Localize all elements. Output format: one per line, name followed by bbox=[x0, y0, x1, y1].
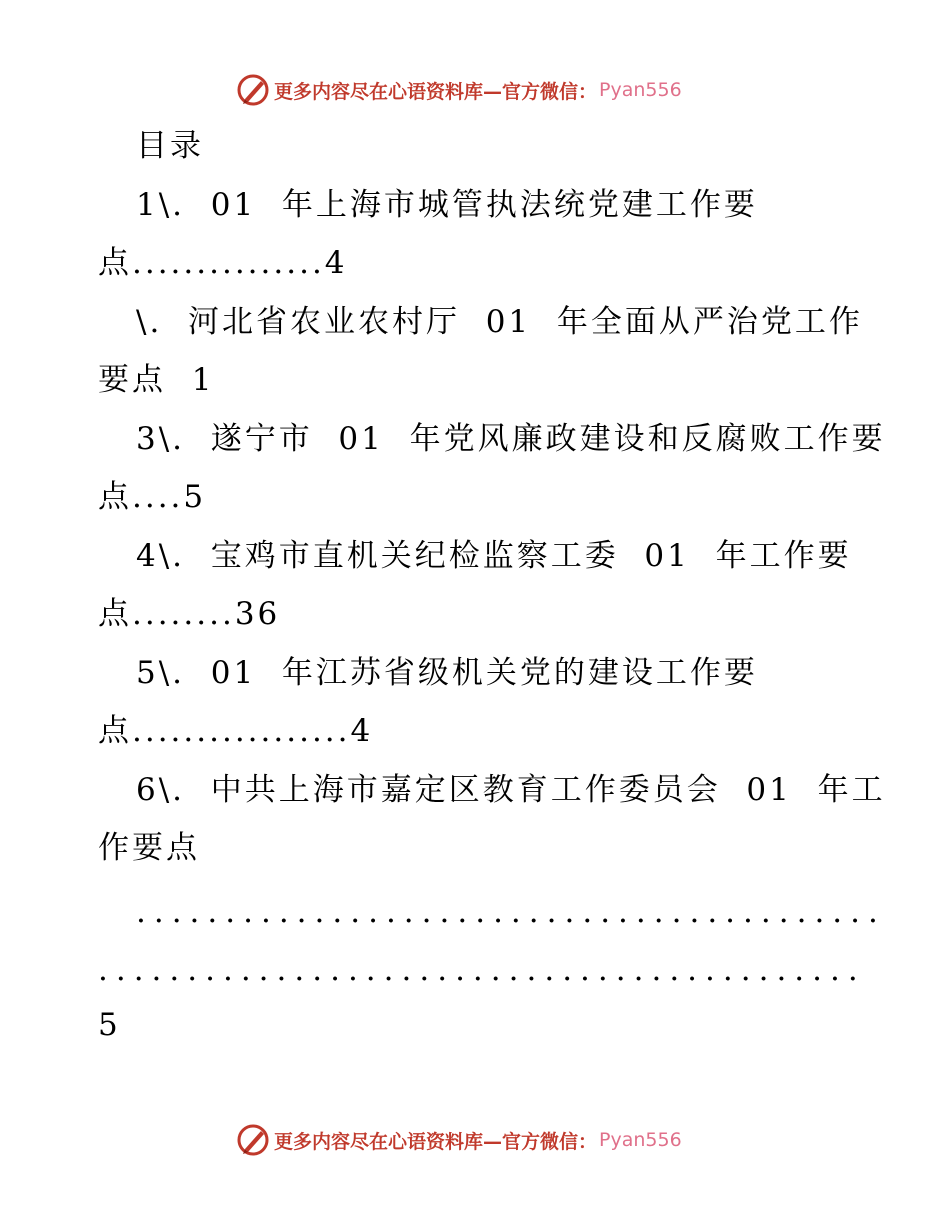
toc-entry-1-line-2[interactable]: 点...............4 bbox=[98, 245, 348, 281]
toc-heading: 目录 bbox=[136, 128, 204, 164]
toc-entry-4-line-1[interactable]: 4\. 宝鸡市直机关纪检监察工委 01 年工作要 bbox=[136, 538, 852, 574]
toc-entry-6-line-1[interactable]: 6\. 中共上海市嘉定区教育工作委员会 01 年工 bbox=[136, 772, 886, 808]
toc-entry-6-dots-2: ........................................... bbox=[98, 952, 866, 988]
toc-entry-6-dots-1: .......................................... bbox=[136, 894, 886, 930]
toc-entry-4-line-2[interactable]: 点........36 bbox=[98, 596, 281, 632]
toc-entry-3-line-1[interactable]: 3\. 遂宁市 01 年党风廉政建设和反腐败工作要 bbox=[136, 421, 886, 457]
watermark-id: Pyan556 bbox=[599, 1129, 682, 1151]
pen-logo-icon bbox=[236, 1123, 270, 1157]
toc-entry-2-line-2[interactable]: 要点 1 bbox=[98, 362, 215, 398]
watermark-banner-bottom bbox=[236, 1122, 716, 1158]
watermark-id: Pyan556 bbox=[599, 79, 682, 101]
toc-entry-3-line-2[interactable]: 点....5 bbox=[98, 479, 207, 515]
watermark-text: 更多内容尽在心语资料库—官方微信： bbox=[274, 80, 598, 103]
watermark-text: 更多内容尽在心语资料库—官方微信： bbox=[274, 1130, 598, 1153]
toc-entry-1-line-1[interactable]: 1\. 01 年上海市城管执法统党建工作要 bbox=[136, 187, 758, 223]
toc-entry-5-line-2[interactable]: 点.................4 bbox=[98, 713, 374, 749]
toc-entry-5-line-1[interactable]: 5\. 01 年江苏省级机关党的建设工作要 bbox=[136, 655, 758, 691]
toc-entry-2-line-1[interactable]: \. 河北省农业农村厅 01 年全面从严治党工作 bbox=[136, 304, 863, 340]
toc-entry-6-page-number: 5 bbox=[98, 1007, 121, 1043]
toc-entry-6-line-2[interactable]: 作要点 bbox=[98, 830, 200, 866]
